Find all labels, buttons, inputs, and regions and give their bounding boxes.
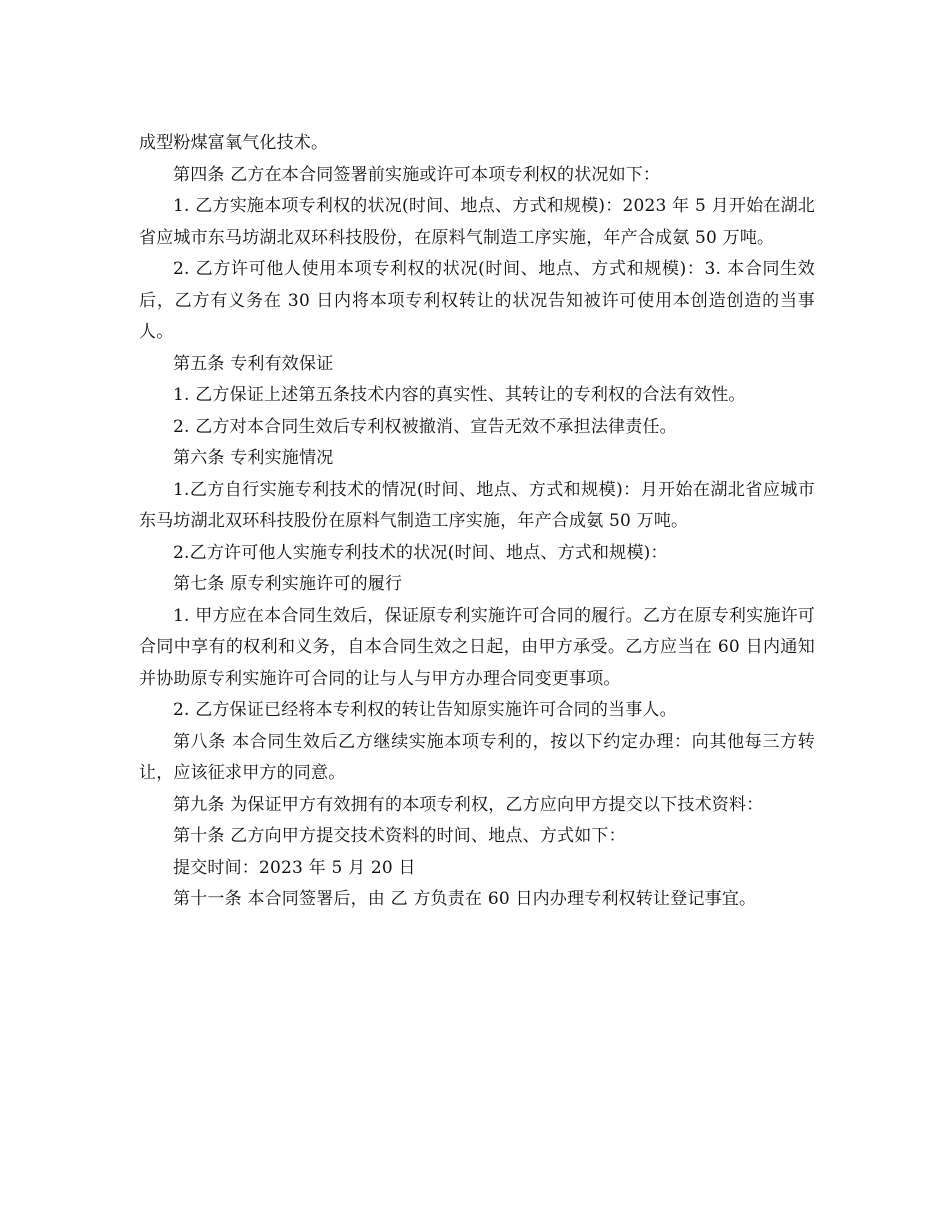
article-4-item-2: 2. 乙方许可他人使用本项专利权的状况(时间、地点、方式和规模)：3. 本合同生效后，乙方有义务在 30 日内将本项专利权转让的状况告知被许可使用本创造创造的当事人。 — [139, 259, 815, 342]
article-5-heading: 第五条 专利有效保证 — [173, 353, 334, 374]
submission-time: 提交时间：2023 年 5 月 20 日 — [173, 857, 416, 878]
article-5-item-1: 1. 乙方保证上述第五条技术内容的真实性、其转让的专利权的合法有效性。 — [173, 385, 746, 405]
document-body — [139, 128, 815, 916]
paragraph-continuation: 成型粉煤富氧气化技术。 — [139, 133, 329, 153]
article-5-item-2: 2. 乙方对本合同生效后专利权被撤消、宣告无效不承担法律责任。 — [173, 416, 677, 437]
article-8: 第八条 本合同生效后乙方继续实施本项专利的，按以下约定办理：向其他每三方转让，应该征求甲方的同意。 — [139, 731, 815, 783]
article-6-item-2: 2.乙方许可他人实施专利技术的状况(时间、地点、方式和规模)： — [173, 542, 668, 563]
article-6-heading: 第六条 专利实施情况 — [173, 448, 334, 468]
article-7-item-2: 2. 乙方保证已经将本专利权的转让告知原实施许可合同的当事人。 — [173, 700, 677, 720]
article-7-item-1: 1. 甲方应在本合同生效后，保证原专利实施许可合同的履行。乙方在原专利实施许可合同中享有的权利和义务，自本合同生效之日起，由甲方承受。乙方应当在 60 日内通知并协助原专利实施许可合同的让与人与甲方办理合同变更事项。 — [139, 605, 815, 689]
article-9: 第九条 为保证甲方有效拥有的本项专利权，乙方应向甲方提交以下技术资料： — [173, 794, 764, 815]
article-10: 第十条 乙方向甲方提交技术资料的时间、地点、方式如下： — [173, 826, 626, 846]
article-4-heading: 第四条 乙方在本合同签署前实施或许可本项专利权的状况如下： — [173, 164, 661, 185]
article-6-item-1: 1.乙方自行实施专利技术的情况(时间、地点、方式和规模)：月开始在湖北省应城市东马坊湖北双环科技股份在原料气制造工序实施，年产合成氨 50 万吨。 — [139, 479, 815, 531]
article-11: 第十一条 本合同签署后，由 乙 方负责在 60 日内办理专利权转让登记事宜。 — [173, 889, 757, 909]
article-4-item-1: 1. 乙方实施本项专利权的状况(时间、地点、方式和规模)：2023 年 5 月开始在湖北省应城市东马坊湖北双环科技股份，在原料气制造工序实施，年产合成氨 50 万吨。 — [139, 196, 815, 248]
article-7-heading: 第七条 原专利实施许可的履行 — [173, 574, 403, 594]
